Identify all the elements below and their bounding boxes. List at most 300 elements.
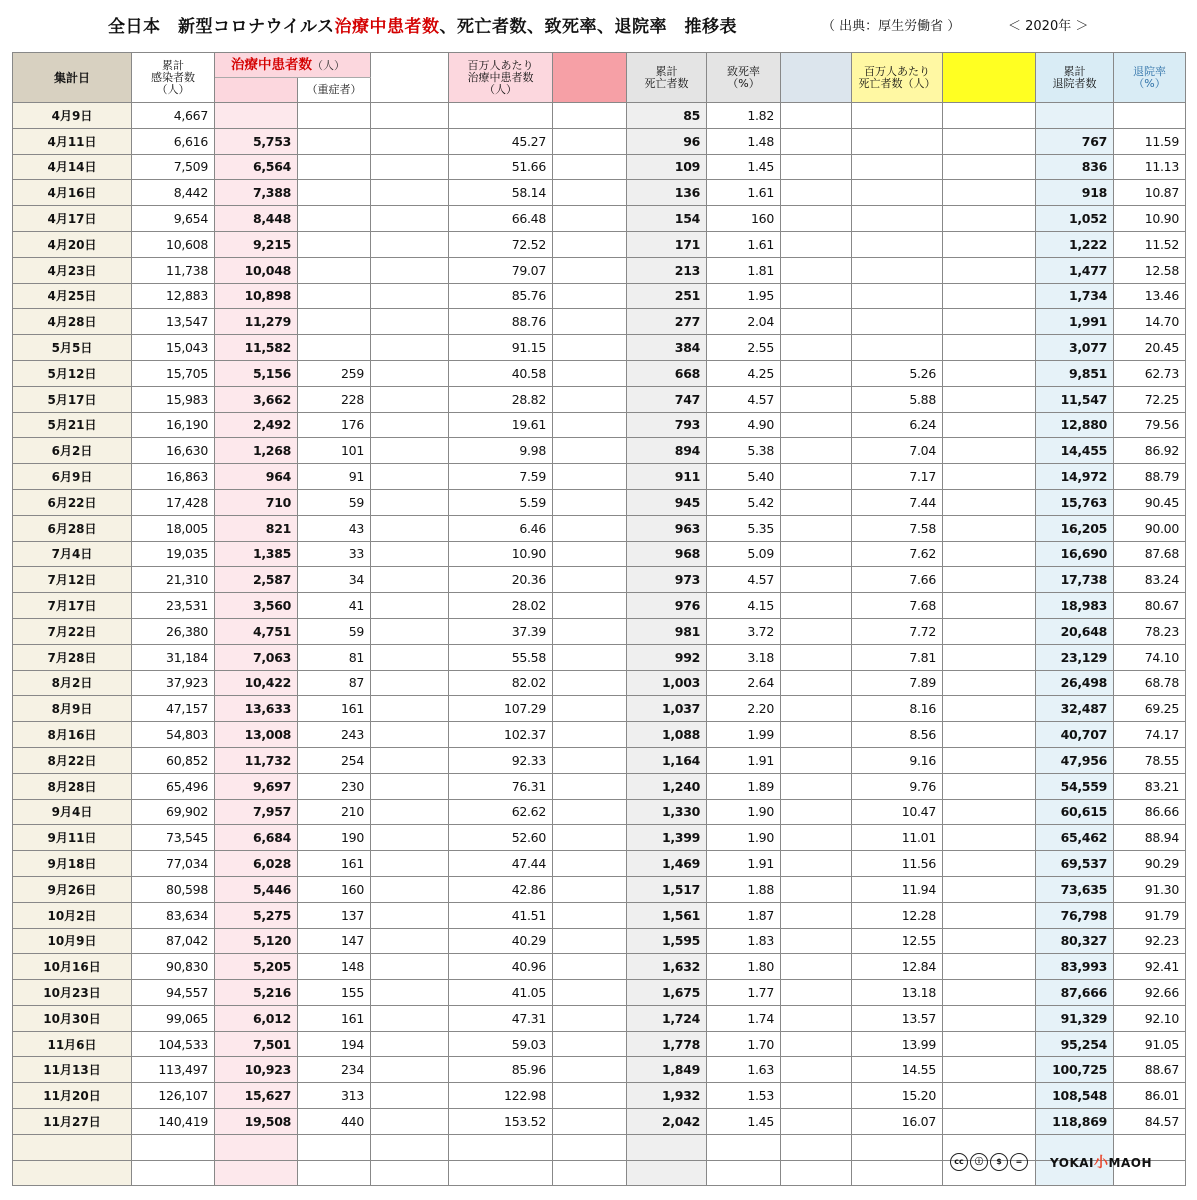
cell-blank: [298, 1134, 371, 1160]
cell-recovered: 47,956: [1036, 747, 1114, 773]
cell-empty: [943, 412, 1036, 438]
cell-recovery-rate: 11.52: [1114, 231, 1186, 257]
cell-deaths-per-million: 13.18: [852, 980, 943, 1006]
cell-recovered: 118,869: [1036, 1109, 1114, 1135]
cell-deaths: 894: [627, 438, 707, 464]
cell-infected: 13,547: [132, 309, 215, 335]
cell-blank: [371, 1134, 449, 1160]
cell-empty: [553, 103, 627, 129]
cell-empty: [371, 722, 449, 748]
table-row: [13, 335, 1186, 361]
cell-empty: [943, 799, 1036, 825]
cell-severe: 160: [298, 876, 371, 902]
nc-icon: $: [990, 1153, 1008, 1171]
cell-active-per-million: 66.48: [449, 206, 553, 232]
header-active-unit: （人）: [312, 58, 345, 72]
cell-severe: 148: [298, 954, 371, 980]
cell-fatality-rate: 5.38: [707, 438, 781, 464]
cell-empty: [553, 335, 627, 361]
table-row: [13, 618, 1186, 644]
cell-recovery-rate: 68.78: [1114, 670, 1186, 696]
data-table: [12, 52, 1186, 1186]
cell-empty: [553, 438, 627, 464]
cell-active: 5,120: [215, 928, 298, 954]
cell-empty: [943, 670, 1036, 696]
cell-fatality-rate: 5.35: [707, 515, 781, 541]
cell-date: 10月9日: [13, 928, 132, 954]
cell-empty: [943, 773, 1036, 799]
cell-active-per-million: 85.96: [449, 1057, 553, 1083]
cell-deaths: 1,240: [627, 773, 707, 799]
cell-active-per-million: 85.76: [449, 283, 553, 309]
cell-severe: [298, 206, 371, 232]
cell-active-per-million: 62.62: [449, 799, 553, 825]
cell-infected: 4,667: [132, 103, 215, 129]
table-row: [13, 593, 1186, 619]
cell-empty: [553, 670, 627, 696]
table-row: [13, 1031, 1186, 1057]
cell-empty: [553, 876, 627, 902]
cell-deaths-per-million: 5.88: [852, 386, 943, 412]
cell-recovered: 1,734: [1036, 283, 1114, 309]
cell-empty: [371, 1005, 449, 1031]
cell-date: 9月18日: [13, 851, 132, 877]
cell-empty: [943, 1109, 1036, 1135]
cell-empty: [781, 412, 852, 438]
nd-icon: =: [1010, 1153, 1028, 1171]
cell-date: 8月16日: [13, 722, 132, 748]
cell-blank: [781, 1134, 852, 1160]
cell-empty: [553, 257, 627, 283]
cell-empty: [943, 1005, 1036, 1031]
cell-fatality-rate: 160: [707, 206, 781, 232]
cell-infected: 80,598: [132, 876, 215, 902]
cell-active-per-million: 37.39: [449, 618, 553, 644]
header-empty-2: [553, 53, 627, 103]
cell-date: 7月17日: [13, 593, 132, 619]
cell-empty: [943, 1057, 1036, 1083]
cell-empty: [781, 1031, 852, 1057]
cell-deaths-per-million: 7.89: [852, 670, 943, 696]
by-icon: ⓘ: [970, 1153, 988, 1171]
cell-empty: [553, 825, 627, 851]
table-row: [13, 747, 1186, 773]
table-row: [13, 567, 1186, 593]
cell-deaths: 973: [627, 567, 707, 593]
cell-recovered: 18,983: [1036, 593, 1114, 619]
cell-empty: [781, 825, 852, 851]
cell-deaths-per-million: 7.68: [852, 593, 943, 619]
cell-empty: [553, 489, 627, 515]
cell-date: 7月4日: [13, 541, 132, 567]
brand-right: MAOH: [1108, 1156, 1152, 1170]
cell-date: 4月14日: [13, 154, 132, 180]
cell-active-per-million: 55.58: [449, 644, 553, 670]
cell-active-per-million: 20.36: [449, 567, 553, 593]
cell-active: 4,751: [215, 618, 298, 644]
cell-infected: 83,634: [132, 902, 215, 928]
cell-active-per-million: 59.03: [449, 1031, 553, 1057]
cell-infected: 47,157: [132, 696, 215, 722]
cell-active-per-million: 58.14: [449, 180, 553, 206]
cell-infected: 16,863: [132, 464, 215, 490]
cell-deaths-per-million: [852, 180, 943, 206]
cell-infected: 19,035: [132, 541, 215, 567]
cell-severe: 161: [298, 696, 371, 722]
cell-fatality-rate: 1.45: [707, 154, 781, 180]
cell-recovery-rate: 88.94: [1114, 825, 1186, 851]
cell-empty: [553, 154, 627, 180]
cell-deaths: 668: [627, 360, 707, 386]
cell-severe: 259: [298, 360, 371, 386]
page-title: [108, 12, 737, 37]
cell-empty: [943, 283, 1036, 309]
cell-blank: [13, 1160, 132, 1186]
cell-active-per-million: 51.66: [449, 154, 553, 180]
cell-deaths-per-million: [852, 335, 943, 361]
table-row: [13, 644, 1186, 670]
cell-active-per-million: 122.98: [449, 1083, 553, 1109]
cell-empty: [943, 154, 1036, 180]
cell-date: 9月4日: [13, 799, 132, 825]
cell-recovery-rate: 20.45: [1114, 335, 1186, 361]
cell-empty: [781, 1057, 852, 1083]
cell-empty: [943, 980, 1036, 1006]
cell-severe: 81: [298, 644, 371, 670]
cell-active: 5,205: [215, 954, 298, 980]
cell-deaths: 213: [627, 257, 707, 283]
cell-active-per-million: 47.31: [449, 1005, 553, 1031]
cell-deaths: 1,164: [627, 747, 707, 773]
cell-recovered: 9,851: [1036, 360, 1114, 386]
header-date: 集計日: [13, 53, 132, 103]
cell-recovered: 17,738: [1036, 567, 1114, 593]
cell-infected: 7,509: [132, 154, 215, 180]
table-row: [13, 438, 1186, 464]
cell-active-per-million: 91.15: [449, 335, 553, 361]
cell-infected: 10,608: [132, 231, 215, 257]
cell-fatality-rate: 2.64: [707, 670, 781, 696]
cell-empty: [553, 1083, 627, 1109]
cell-deaths: 277: [627, 309, 707, 335]
cell-deaths-per-million: [852, 309, 943, 335]
cell-recovery-rate: 11.13: [1114, 154, 1186, 180]
cell-recovery-rate: 80.67: [1114, 593, 1186, 619]
cell-infected: 54,803: [132, 722, 215, 748]
cell-active: 964: [215, 464, 298, 490]
cell-empty: [553, 593, 627, 619]
cell-active-per-million: 9.98: [449, 438, 553, 464]
cell-recovered: 69,537: [1036, 851, 1114, 877]
cell-severe: 254: [298, 747, 371, 773]
cell-fatality-rate: 1.87: [707, 902, 781, 928]
cell-active: 11,279: [215, 309, 298, 335]
cell-empty: [371, 309, 449, 335]
table-row: [13, 1005, 1186, 1031]
cell-active: [215, 103, 298, 129]
cell-fatality-rate: 4.90: [707, 412, 781, 438]
cell-fatality-rate: 3.72: [707, 618, 781, 644]
cell-date: 11月27日: [13, 1109, 132, 1135]
cell-recovery-rate: 79.56: [1114, 412, 1186, 438]
cell-empty: [553, 206, 627, 232]
cell-deaths: 1,632: [627, 954, 707, 980]
cell-empty: [781, 954, 852, 980]
cell-infected: 15,043: [132, 335, 215, 361]
cell-recovery-rate: 10.90: [1114, 206, 1186, 232]
cell-deaths: 1,003: [627, 670, 707, 696]
cell-blank: [553, 1134, 627, 1160]
cell-recovered: 100,725: [1036, 1057, 1114, 1083]
cell-deaths: 136: [627, 180, 707, 206]
cell-empty: [781, 438, 852, 464]
table-row: [13, 412, 1186, 438]
cell-active: 5,446: [215, 876, 298, 902]
cell-deaths: 1,595: [627, 928, 707, 954]
cell-severe: 161: [298, 1005, 371, 1031]
cell-deaths-per-million: 7.72: [852, 618, 943, 644]
cell-active: 7,063: [215, 644, 298, 670]
cell-active-per-million: 41.05: [449, 980, 553, 1006]
cell-active: 11,582: [215, 335, 298, 361]
cell-active-per-million: 40.29: [449, 928, 553, 954]
cell-blank: [707, 1160, 781, 1186]
cell-fatality-rate: 1.99: [707, 722, 781, 748]
cell-empty: [371, 335, 449, 361]
cell-deaths-per-million: [852, 103, 943, 129]
cell-empty: [553, 954, 627, 980]
cell-active: 6,012: [215, 1005, 298, 1031]
cell-active: 7,388: [215, 180, 298, 206]
cell-date: 5月12日: [13, 360, 132, 386]
cell-recovery-rate: 83.21: [1114, 773, 1186, 799]
cell-active: 710: [215, 489, 298, 515]
cell-empty: [943, 103, 1036, 129]
cell-empty: [371, 644, 449, 670]
cell-infected: 12,883: [132, 283, 215, 309]
cell-deaths: 1,675: [627, 980, 707, 1006]
cell-deaths-per-million: 14.55: [852, 1057, 943, 1083]
cell-empty: [781, 593, 852, 619]
cell-fatality-rate: 1.53: [707, 1083, 781, 1109]
cell-date: 4月28日: [13, 309, 132, 335]
header-active-sub: [215, 78, 298, 103]
cell-empty: [371, 541, 449, 567]
cell-active: 7,957: [215, 799, 298, 825]
cell-empty: [943, 128, 1036, 154]
cell-active-per-million: 107.29: [449, 696, 553, 722]
cell-infected: 15,705: [132, 360, 215, 386]
cell-empty: [371, 825, 449, 851]
cell-date: 10月16日: [13, 954, 132, 980]
cell-recovery-rate: 91.30: [1114, 876, 1186, 902]
cell-empty: [781, 1005, 852, 1031]
cell-severe: 194: [298, 1031, 371, 1057]
cell-empty: [371, 206, 449, 232]
cell-infected: 77,034: [132, 851, 215, 877]
cell-empty: [371, 257, 449, 283]
header-cumulative-deaths: 累計 死亡者数: [627, 53, 707, 103]
cell-empty: [371, 618, 449, 644]
cell-recovered: [1036, 103, 1114, 129]
cell-severe: 137: [298, 902, 371, 928]
cell-empty: [371, 851, 449, 877]
cell-severe: [298, 103, 371, 129]
cell-active: 9,215: [215, 231, 298, 257]
cell-recovery-rate: 88.67: [1114, 1057, 1186, 1083]
cell-empty: [781, 103, 852, 129]
cell-empty: [553, 1005, 627, 1031]
cell-empty: [781, 154, 852, 180]
cell-empty: [943, 593, 1036, 619]
year-label: ＜ 2020年 ＞: [1008, 19, 1089, 34]
cell-empty: [943, 902, 1036, 928]
cell-deaths: 747: [627, 386, 707, 412]
cell-date: 11月6日: [13, 1031, 132, 1057]
cell-empty: [943, 567, 1036, 593]
table-row: [13, 464, 1186, 490]
cell-empty: [371, 1057, 449, 1083]
cell-empty: [371, 696, 449, 722]
cell-severe: [298, 154, 371, 180]
table-row: [13, 128, 1186, 154]
cell-deaths: 85: [627, 103, 707, 129]
cell-empty: [371, 412, 449, 438]
cell-empty: [781, 335, 852, 361]
cell-recovery-rate: 88.79: [1114, 464, 1186, 490]
cell-fatality-rate: 4.25: [707, 360, 781, 386]
cell-deaths: 96: [627, 128, 707, 154]
cell-empty: [371, 1109, 449, 1135]
cell-active: 2,492: [215, 412, 298, 438]
cell-deaths: 1,932: [627, 1083, 707, 1109]
cell-fatality-rate: 1.61: [707, 180, 781, 206]
header-recovery-rate: 退院率 （%）: [1114, 53, 1186, 103]
cell-blank: [781, 1160, 852, 1186]
cell-active-per-million: 28.02: [449, 593, 553, 619]
table-row: [13, 954, 1186, 980]
cell-date: 6月2日: [13, 438, 132, 464]
cell-severe: 234: [298, 1057, 371, 1083]
cell-empty: [781, 567, 852, 593]
cell-empty: [781, 1109, 852, 1135]
cell-deaths-per-million: [852, 128, 943, 154]
cell-fatality-rate: 1.74: [707, 1005, 781, 1031]
cell-empty: [553, 128, 627, 154]
cell-empty: [943, 360, 1036, 386]
cell-active-per-million: 40.58: [449, 360, 553, 386]
cell-empty: [943, 696, 1036, 722]
cell-empty: [943, 954, 1036, 980]
cell-infected: 60,852: [132, 747, 215, 773]
cell-fatality-rate: 2.04: [707, 309, 781, 335]
cell-deaths-per-million: 11.94: [852, 876, 943, 902]
table-row: [13, 154, 1186, 180]
cell-deaths: 251: [627, 283, 707, 309]
header-empty-1: [371, 53, 449, 103]
cell-active-per-million: 52.60: [449, 825, 553, 851]
header-severe: （重症者）: [298, 78, 371, 103]
cell-date: 5月21日: [13, 412, 132, 438]
cell-empty: [943, 1031, 1036, 1057]
cell-empty: [781, 670, 852, 696]
cell-empty: [371, 231, 449, 257]
cell-blank: [132, 1134, 215, 1160]
cell-empty: [943, 257, 1036, 283]
cell-infected: 31,184: [132, 644, 215, 670]
cell-recovered: 83,993: [1036, 954, 1114, 980]
cell-recovered: 26,498: [1036, 670, 1114, 696]
cell-fatality-rate: 1.48: [707, 128, 781, 154]
header-fatality-rate: 致死率 （%）: [707, 53, 781, 103]
cell-recovered: 836: [1036, 154, 1114, 180]
header-active: [215, 53, 371, 78]
table-row: [13, 231, 1186, 257]
cell-empty: [781, 541, 852, 567]
cell-recovery-rate: 83.24: [1114, 567, 1186, 593]
cell-date: 9月11日: [13, 825, 132, 851]
cell-active-per-million: 76.31: [449, 773, 553, 799]
cell-empty: [781, 644, 852, 670]
cell-empty: [553, 851, 627, 877]
cell-fatality-rate: 1.88: [707, 876, 781, 902]
cell-severe: 210: [298, 799, 371, 825]
cell-deaths-per-million: [852, 283, 943, 309]
cell-empty: [943, 747, 1036, 773]
cell-date: 5月5日: [13, 335, 132, 361]
cell-empty: [943, 386, 1036, 412]
cell-empty: [553, 231, 627, 257]
cell-empty: [781, 851, 852, 877]
title-bar: [0, 10, 1197, 40]
footer-logos: [950, 1151, 1152, 1173]
cell-empty: [553, 773, 627, 799]
cell-active: 821: [215, 515, 298, 541]
cell-infected: 8,442: [132, 180, 215, 206]
cell-empty: [943, 489, 1036, 515]
cell-empty: [553, 902, 627, 928]
table-row: [13, 283, 1186, 309]
cell-recovered: 14,455: [1036, 438, 1114, 464]
cell-recovery-rate: 91.79: [1114, 902, 1186, 928]
cell-recovery-rate: 92.41: [1114, 954, 1186, 980]
cell-empty: [943, 180, 1036, 206]
table-row: [13, 515, 1186, 541]
cell-recovery-rate: 69.25: [1114, 696, 1186, 722]
cell-severe: 43: [298, 515, 371, 541]
header-deaths-per-million: 百万人あたり 死亡者数（人）: [852, 53, 943, 103]
cell-infected: 99,065: [132, 1005, 215, 1031]
cell-deaths-per-million: 8.56: [852, 722, 943, 748]
table-row: [13, 360, 1186, 386]
cell-deaths: 154: [627, 206, 707, 232]
cell-recovery-rate: 62.73: [1114, 360, 1186, 386]
cell-empty: [371, 180, 449, 206]
cell-deaths-per-million: [852, 154, 943, 180]
cell-date: 10月2日: [13, 902, 132, 928]
cell-active: 13,008: [215, 722, 298, 748]
cell-empty: [371, 954, 449, 980]
cell-empty: [371, 154, 449, 180]
cell-deaths-per-million: 7.17: [852, 464, 943, 490]
table-row: [13, 257, 1186, 283]
cell-active-per-million: 92.33: [449, 747, 553, 773]
cell-deaths-per-million: 15.20: [852, 1083, 943, 1109]
cell-empty: [371, 799, 449, 825]
cell-empty: [781, 696, 852, 722]
cell-deaths-per-million: 9.76: [852, 773, 943, 799]
cell-infected: 90,830: [132, 954, 215, 980]
